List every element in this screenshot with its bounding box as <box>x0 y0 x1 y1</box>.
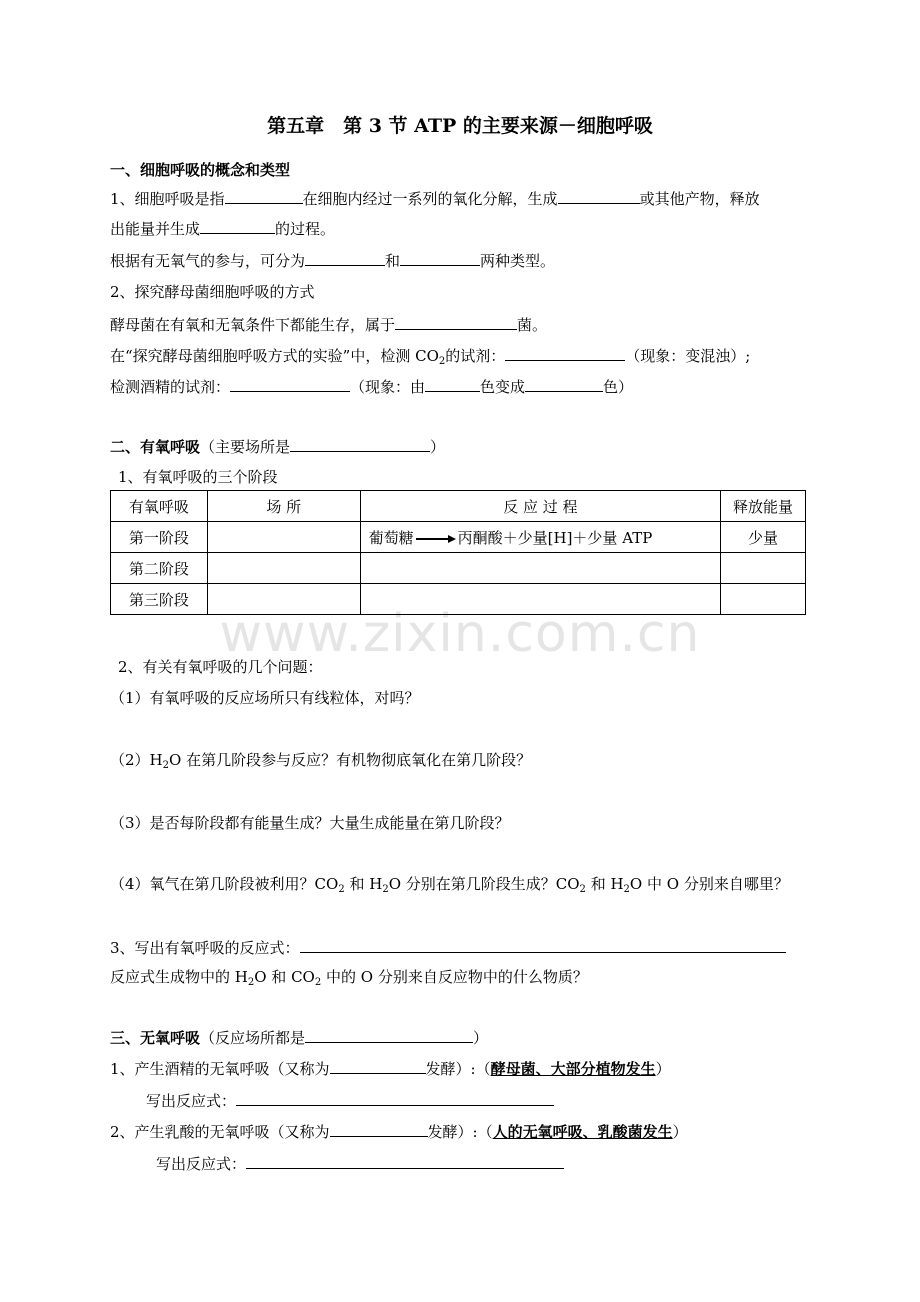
subscript: 2 <box>162 760 169 771</box>
blank <box>246 1153 564 1169</box>
s1-paragraph-6 <box>110 376 633 397</box>
s2-sub3b-b: O 和 CO <box>254 968 315 986</box>
blank <box>395 314 517 330</box>
s1-p4-text-b: 菌。 <box>517 316 548 334</box>
question-3: （3）是否每阶段都有能量生成？大量生成能量在第几阶段？ <box>110 814 510 832</box>
s2-sub3b-a: 反应式生成物中的 H <box>110 968 248 986</box>
table-cell-place <box>207 522 360 553</box>
blank <box>236 1090 554 1106</box>
section-3-heading <box>110 1027 488 1048</box>
question-2 <box>110 750 531 770</box>
s1-p2-text-a: 根据有无氧气的参与，可分为 <box>110 252 306 270</box>
blank <box>425 376 480 392</box>
blank <box>330 1121 428 1137</box>
table-row <box>111 553 806 584</box>
q4-text-a: （4）氧气在第几阶段被利用？CO <box>110 875 339 893</box>
s1-p2-text-c: 两种类型。 <box>480 252 556 270</box>
table-cell-reaction <box>360 522 720 553</box>
table-cell-stage: 第二阶段 <box>111 553 208 584</box>
blank <box>525 376 603 392</box>
s3-heading-title: 三、无氧呼吸 <box>110 1029 201 1047</box>
s1-p1-text-b: 在细胞内经过一系列的氧化分解，生成 <box>302 190 558 208</box>
s3-a2-text-c: ） <box>672 1123 688 1141</box>
q4-text-b: 和 H <box>344 875 383 893</box>
s3-write-2 <box>156 1153 564 1174</box>
s1-paragraph-4 <box>110 314 547 335</box>
blank <box>230 376 350 392</box>
table-header: 反 应 过 程 <box>360 491 720 522</box>
right-arrow-icon <box>416 534 456 544</box>
s3-heading-note-post: ） <box>473 1029 489 1047</box>
section-2-heading <box>110 436 445 457</box>
reaction-reactant: 葡萄糖 <box>368 528 414 547</box>
subscript: 2 <box>579 884 586 895</box>
s1-p2-text-b: 和 <box>385 252 401 270</box>
s2-sub-3 <box>110 937 786 958</box>
table-cell-energy <box>721 553 806 584</box>
subscript: 2 <box>247 977 255 988</box>
section-1-heading: 一、细胞呼吸的概念和类型 <box>110 161 291 179</box>
table-header: 场 所 <box>207 491 360 522</box>
s3-a1-text-a: 1、产生酒精的无氧呼吸（又称为 <box>110 1060 330 1078</box>
s3-a1-text-c: ） <box>655 1060 671 1078</box>
s1-paragraph-3: 2、探究酵母菌细胞呼吸的方式 <box>110 283 315 301</box>
s3-item-2 <box>110 1121 688 1142</box>
blank <box>225 188 303 204</box>
s1-p5-text-a: 在“探究酵母菌细胞呼吸方式的实验”中，检测 CO <box>110 347 439 365</box>
aerobic-stages-table <box>110 490 806 615</box>
blank <box>505 345 625 361</box>
table-header: 释放能量 <box>721 491 806 522</box>
s3-heading-note-pre: （反应场所都是 <box>200 1029 306 1047</box>
table-cell-stage: 第一阶段 <box>111 522 208 553</box>
table-row <box>111 584 806 615</box>
blank <box>200 218 275 234</box>
q2-text-b: O 在第几阶段参与反应？有机物彻底氧化在第几阶段？ <box>169 751 532 769</box>
s3-a2-emphasis: 人的无氧呼吸、乳酸菌发生 <box>492 1123 673 1141</box>
s1-p1b-text-b: 的过程。 <box>275 220 336 238</box>
table-cell-place <box>207 584 360 615</box>
blank <box>330 1058 426 1074</box>
q4-text-d: 和 H <box>585 875 624 893</box>
subscript: 2 <box>438 356 446 367</box>
reaction-products: 丙酮酸＋少量[H]＋少量 ATP <box>457 528 653 547</box>
table-cell-stage: 第三阶段 <box>111 584 208 615</box>
s1-p5-text-b: 的试剂： <box>445 347 506 365</box>
s1-paragraph-2 <box>110 250 555 271</box>
s1-p1b-text-a: 出能量并生成 <box>110 220 201 238</box>
s2-heading-note-post: ） <box>430 438 446 456</box>
blank <box>300 937 786 953</box>
blank <box>305 1027 473 1043</box>
s1-paragraph-1b <box>110 218 335 239</box>
table-cell-place <box>207 553 360 584</box>
blank <box>290 436 430 452</box>
blank <box>400 250 480 266</box>
s1-paragraph-5 <box>110 345 750 366</box>
s1-p1-text-a: 1、细胞呼吸是指 <box>110 190 225 208</box>
s2-sub-2: 2、有关有氧呼吸的几个问题： <box>118 658 323 676</box>
s3-a2-text-a: 2、产生乳酸的无氧呼吸（又称为 <box>110 1123 330 1141</box>
s2-sub3-text: 3、写出有氧呼吸的反应式： <box>110 939 300 957</box>
s3-a2-text-b: 发酵）:（ <box>427 1123 493 1141</box>
s2-heading-note-pre: （主要场所是 <box>200 438 291 456</box>
s3-a1-text-b: 发酵）:（ <box>425 1060 491 1078</box>
table-cell-energy <box>721 584 806 615</box>
s2-sub-3b <box>110 967 588 987</box>
s1-p6-text-b: （现象：由 <box>350 378 426 396</box>
table-cell-energy: 少量 <box>721 522 806 553</box>
s1-paragraph-1 <box>110 188 760 209</box>
q2-text-a: （2）H <box>110 751 163 769</box>
q4-text-e: O 中 O 分别来自哪里？ <box>629 875 789 893</box>
table-row <box>111 522 806 553</box>
s3-a1-emphasis: 酵母菌、大部分植物发生 <box>490 1060 656 1078</box>
s2-sub3b-c: 中的 O 分别来自反应物中的什么物质？ <box>321 968 588 986</box>
s1-p4-text-a: 酵母菌在有氧和无氧条件下都能生存，属于 <box>110 316 396 334</box>
s1-p6-text-c: 色变成 <box>480 378 526 396</box>
table-header: 有氧呼吸 <box>111 491 208 522</box>
page-title: 第五章 第 3 节 ATP 的主要来源－细胞呼吸 <box>267 115 653 137</box>
table-cell-reaction <box>360 584 720 615</box>
q4-text-c: O 分别在第几阶段生成？CO <box>388 875 580 893</box>
s1-p1-text-c: 或其他产物，释放 <box>639 190 760 208</box>
subscript: 2 <box>623 884 630 895</box>
s3-item-1 <box>110 1058 671 1079</box>
watermark: www.zixin.com.cn <box>219 604 701 664</box>
blank <box>558 188 640 204</box>
question-1: （1）有氧呼吸的反应场所只有线粒体，对吗？ <box>110 689 420 707</box>
s1-p6-text-d: 色） <box>603 378 634 396</box>
subscript: 2 <box>338 884 345 895</box>
write-label: 写出反应式： <box>156 1155 247 1173</box>
subscript: 2 <box>314 977 322 988</box>
question-4 <box>110 874 789 894</box>
blank <box>305 250 385 266</box>
write-label: 写出反应式： <box>146 1092 237 1110</box>
table-header-row <box>111 491 806 522</box>
s1-p5-text-c: （现象：变混浊）; <box>625 347 751 365</box>
s1-p6-text-a: 检测酒精的试剂： <box>110 378 231 396</box>
s2-sub-1: 1、有氧呼吸的三个阶段 <box>118 468 278 486</box>
subscript: 2 <box>382 884 389 895</box>
table-cell-reaction <box>360 553 720 584</box>
s3-write-1 <box>146 1090 554 1111</box>
s2-heading-title: 二、有氧呼吸 <box>110 438 201 456</box>
